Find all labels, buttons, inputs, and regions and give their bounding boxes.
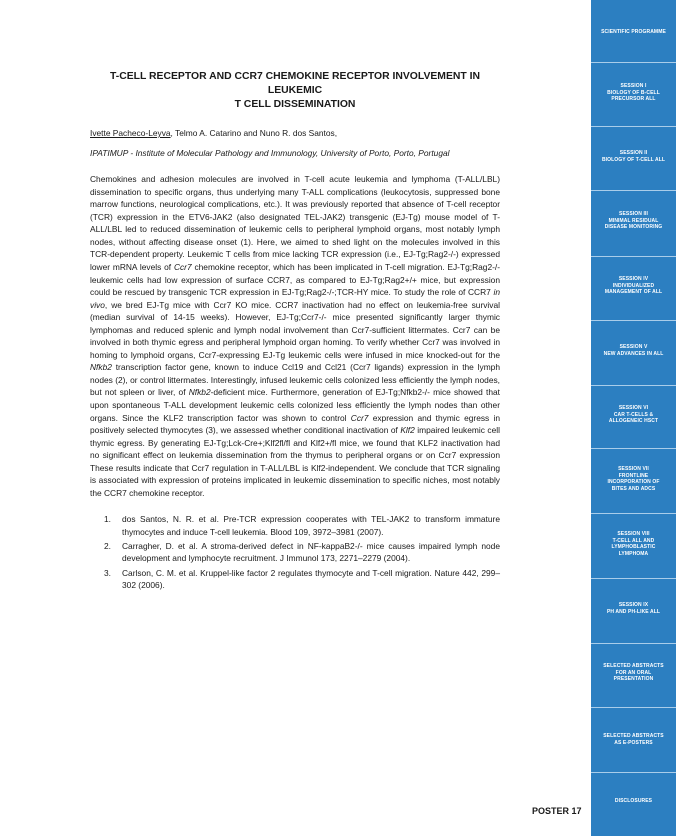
sidebar-item-session-3[interactable]: SESSION III MINIMAL RESIDUAL DISEASE MONITORING <box>604 211 663 230</box>
presenting-author: Ivette Pacheco-Leyva <box>90 128 171 139</box>
sidebar-item-session-6[interactable]: SESSION VI CAR T-CELLS & ALLOGENEIC HSCT <box>608 405 659 424</box>
abstract-gene: Nfkb2 <box>90 362 112 373</box>
sidebar-divider <box>591 62 676 63</box>
abstract-text: chemokine receptor, which has been implicated in T-cell migration. EJ-Tg;Rag2-/- leukemic cells had low expression of surface CCR7, as compared to EJ-Tg;Rag2+/+ mice, but expression could be rescued by transgenic TCR expression in EJ-Tg;Rag2-/-;TCR-HY mice. To study the role of CCR7 <box>90 261 501 298</box>
sidebar-divider <box>591 126 676 127</box>
session-sidebar <box>591 0 676 836</box>
abstract-text: transcription factor gene, known to induce Ccl19 and Ccl21 (Ccr7 ligands) expression in the lymph nodes (2), or control littermates. Interestingly, infused leukemic cells colonized less efficiently the lymph nodes, but not spleen or liver, of <box>90 362 500 398</box>
reference-list <box>104 513 500 591</box>
abstract-text: impaired leukemic cell thymic egress. By generating EJ-Tg;Lck-Cre+;Klf2fl/fl and Klf2+/fl mice, we found that KLF2 inactivation had no significant effect on leukemia dissemination from the thymus to peripheral organs or on Ccr7 expression These results indicate that Ccr7 regulation in T-ALL/LBL is Klf2-independent. We conclude that TCR signaling is associated with expression of proteins implicated in leukemic dissemination to specific niches, most notably the CCR7 chemokine receptor. <box>90 425 500 498</box>
sidebar-item-selected-oral[interactable]: SELECTED ABSTRACTS FOR AN ORAL PRESENTATION <box>603 663 664 682</box>
sidebar-item-session-9[interactable]: SESSION IX PH AND PH-LIKE ALL <box>606 602 661 615</box>
abstract-text: expression and thymic egress in positively selected thymocytes (3), we assessed whether conditional inactivation of <box>90 412 500 436</box>
reference-text: dos Santos, N. R. et al. Pre-TCR expression cooperates with TEL-JAK2 to transform immature thymocytes and induce T-cell leukemia. Blood 109, 3972–3981 (2007). <box>122 514 500 537</box>
abstract-document <box>90 70 500 593</box>
reference-text: Carlson, C. M. et al. Kruppel-like factor 2 regulates thymocyte and T-cell migration. Nature 442, 299–302 (2006). <box>122 567 500 590</box>
sidebar-item-session-8[interactable]: SESSION VIII T-CELL ALL AND LYMPHOBLASTIC LYMPHOMA <box>611 531 656 557</box>
sidebar-divider <box>591 190 676 191</box>
sidebar-divider <box>591 772 676 773</box>
reference-number: 1. <box>104 514 111 525</box>
title-line-1: T-CELL RECEPTOR AND CCR7 CHEMOKINE RECEPTOR INVOLVEMENT IN LEUKEMIC <box>109 71 481 97</box>
abstract-text: -deficient mice. Furthermore, generation of EJ-Tg;Nfkb2-/- mice showed that upon spontaneous T-ALL development leukemic cells colonized less efficiently the lymph nodes than other organs. Since the KLF2 transcription factor was shown to control <box>90 387 500 423</box>
sidebar-divider <box>591 320 676 321</box>
poster-label: POSTER 17 <box>532 806 582 816</box>
reference-number: 2. <box>104 540 111 551</box>
sidebar-item-scientific-programme[interactable]: SCIENTIFIC PROGRAMME <box>601 29 666 35</box>
sidebar-item-session-4[interactable]: SESSION IV INDIVIDUALIZED MANAGEMENT OF ALL <box>604 276 663 295</box>
sidebar-item-session-1[interactable]: SESSION I BIOLOGY OF B-CELL PRECURSOR ALL <box>607 83 660 102</box>
abstract-gene: Ccr7 <box>173 261 192 272</box>
sidebar-item-selected-eposters[interactable]: SELECTED ABSTRACTS AS E-POSTERS <box>603 733 664 746</box>
reference-number: 3. <box>104 567 111 578</box>
abstract-italic: in vivo <box>90 287 500 310</box>
sidebar-divider <box>591 385 676 386</box>
sidebar-item-session-2[interactable]: SESSION II BIOLOGY OF T-CELL ALL <box>601 150 666 163</box>
sidebar-divider <box>591 643 676 644</box>
abstract-gene: Klf2 <box>400 425 415 436</box>
sidebar-divider <box>591 513 676 514</box>
sidebar-divider <box>591 707 676 708</box>
reference-text: Carragher, D. et al. A stroma-derived defect in NF-kappaB2-/- mice causes impaired lymph node development and lymphocyte recruitment. J Immunol 173, 2271–2279 (2004). <box>122 540 500 564</box>
abstract-text: Chemokines and adhesion molecules are involved in T-cell acute leukemia and lymphoma (T-ALL/LBL) dissemination to specific organs, thus underlying many T-ALL complications (leukocytosis, suppressed bone marrow functions, neurological complications, etc.). It was previously reported that absence of T-cell receptor (TCR) expression in the ETV6-JAK2 (also designated TEL-JAK2) transgenic (EJ-Tg) mouse model of T-ALL/LBL led to reduced dissemination of leukemic cells to peripheral lymphoid organs, most notably lymph nodes, without affecting disease onset (1). Here, we aimed to shed light on the molecules involved in this TCR-dependent property. Leukemic T cells from mice lacking TCR expression (i.e., EJ-Tg;Rag2-/-) expressed lower mRNA levels of <box>90 174 500 272</box>
reference-item <box>104 540 500 565</box>
title-line-2: T CELL DISSEMINATION <box>234 99 356 111</box>
abstract-title <box>90 70 500 112</box>
sidebar-item-session-7[interactable]: SESSION VII FRONTLINE INCORPORATION OF BITES AND ADCS <box>607 466 660 492</box>
abstract-text: , we bred EJ-Tg mice with Ccr7 KO mice. CCR7 inactivation had no effect on leukemia-free survival (median survival of 14-15 weeks). However, EJ-Tg;Ccr7-/- mice presented significantly larger thymic lymphomas and reduced splenic and lymph nodal involvement than Ccr7-sufficient littermates. Ccr7 can be involved in both thymic egress and peripheral lymphoid organ homing. To verify whether Ccr7 was involved in homing to lymphoid organs, Ccr7-expressing EJ-Tg leukemic cells were infused in mice knocked-out for the <box>90 299 500 360</box>
abstract-gene: Ccr7 <box>350 412 369 423</box>
authors <box>90 128 500 138</box>
sidebar-item-disclosures[interactable]: DISCLOSURES <box>614 798 653 804</box>
sidebar-divider <box>591 578 676 579</box>
abstract-gene: Nfkb2 <box>188 387 211 398</box>
affiliation: IPATIMUP - Institute of Molecular Pathology and Immunology, University of Porto, Porto, Portugal <box>90 148 450 159</box>
sidebar-divider <box>591 448 676 449</box>
sidebar-item-session-5[interactable]: SESSION V NEW ADVANCES IN ALL <box>603 344 664 357</box>
sidebar-divider <box>591 256 676 257</box>
co-authors: , Telmo A. Catarino and Nuno R. dos Santos, <box>170 128 338 139</box>
reference-item <box>104 513 500 538</box>
abstract-body <box>90 173 500 499</box>
reference-item <box>104 567 500 592</box>
